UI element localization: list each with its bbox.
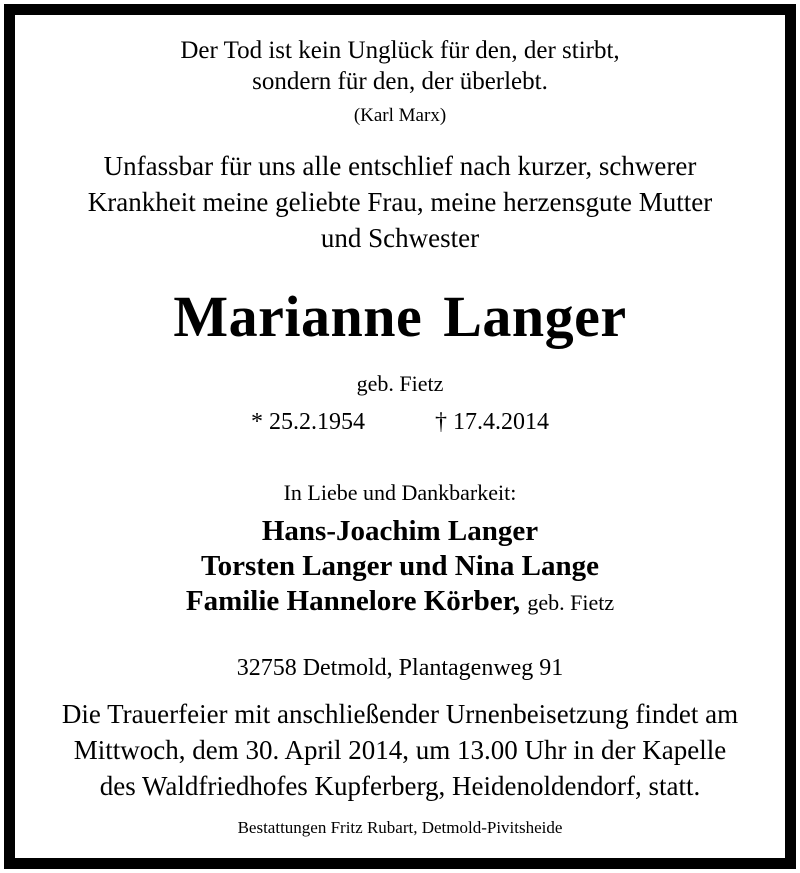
intro-line-1: Unfassbar für uns alle entschlief nach kurzer, schwerer bbox=[103, 151, 697, 181]
ceremony-line-2: Mittwoch, dem 30. April 2014, um 13.00 Uhr in der Kapelle bbox=[73, 735, 727, 765]
intro-line-2: Krankheit meine geliebte Frau, meine herzensgute Mutter bbox=[87, 187, 713, 217]
life-dates bbox=[15, 409, 785, 436]
mourner-family-name: Familie Hannelore Körber, bbox=[185, 585, 521, 617]
quote-line-1: Der Tod ist kein Unglück für den, der stirbt, bbox=[180, 37, 620, 64]
address: 32758 Detmold, Plantagenweg 91 bbox=[236, 655, 564, 681]
mourner-line-1: Hans-Joachim Langer bbox=[261, 515, 539, 547]
birth-date: * 25.2.1954 bbox=[251, 409, 365, 435]
obituary-notice bbox=[4, 4, 796, 869]
quote-line-2: sondern für den, der überlebt. bbox=[252, 68, 548, 95]
quote-author: (Karl Marx) bbox=[353, 105, 447, 126]
ceremony-line-3: des Waldfriedhofes Kupferberg, Heidenoldendorf, statt. bbox=[99, 771, 701, 801]
dedication: In Liebe und Dankbarkeit: bbox=[283, 480, 517, 505]
ceremony-line-1: Die Trauerfeier mit anschließender Urnenbeisetzung findet am bbox=[61, 699, 739, 729]
mourner-line-2: Torsten Langer und Nina Lange bbox=[200, 550, 600, 582]
birth-name: geb. Fietz bbox=[356, 371, 444, 396]
undertaker: Bestattungen Fritz Rubart, Detmold-Pivitsheide bbox=[237, 818, 563, 837]
death-date: † 17.4.2014 bbox=[435, 409, 549, 435]
mourner-line-3 bbox=[15, 585, 785, 618]
ceremony-info bbox=[15, 696, 785, 804]
quote bbox=[15, 35, 785, 97]
deceased-name: Marianne Langer bbox=[173, 284, 627, 349]
intro-text bbox=[15, 148, 785, 256]
intro-line-3: und Schwester bbox=[320, 223, 480, 253]
mourner-family-suffix: geb. Fietz bbox=[527, 590, 615, 615]
